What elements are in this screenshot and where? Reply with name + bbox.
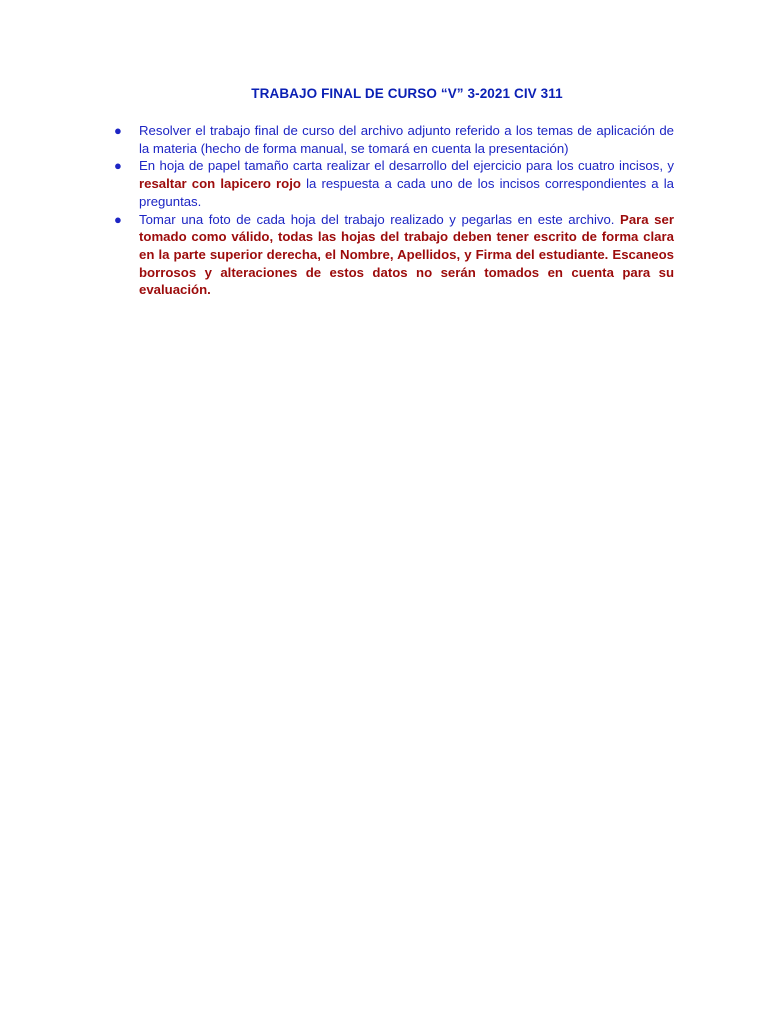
item-text: En hoja de papel tamaño carta realizar el desarrollo del ejercicio para los cuatro incisos, y xyxy=(139,158,674,174)
instruction-list xyxy=(113,122,674,299)
list-item xyxy=(113,157,674,210)
list-item xyxy=(113,122,674,157)
item-text: Resolver el trabajo final de curso del archivo adjunto referido a los temas de aplicación de la materia (hecho de forma manual, se tomará en cuenta la presentación) xyxy=(139,123,674,156)
bullet-icon: ● xyxy=(114,123,122,138)
list-item xyxy=(113,211,674,300)
bullet-icon: ● xyxy=(114,158,122,174)
document-title: TRABAJO FINAL DE CURSO “V” 3-2021 CIV 311 xyxy=(251,86,563,101)
item-text: la respuesta a cada uno de los incisos correspondientes a la preguntas. xyxy=(139,176,675,209)
highlighted-text: resaltar con lapicero rojo xyxy=(139,176,301,192)
item-text: Tomar una foto de cada hoja del trabajo realizado y pegarlas en este archivo. xyxy=(139,211,621,227)
bullet-icon: ● xyxy=(114,211,122,227)
highlighted-text: Para ser tomado como válido, todas las hojas del trabajo deben tener escrito de forma clara en la parte superior derecha, el Nombre, Apellidos, y Firma del estudiante. Escaneos borrosos y alteraciones de estos datos no serán tomados en cuenta para su evaluación. xyxy=(139,211,674,298)
